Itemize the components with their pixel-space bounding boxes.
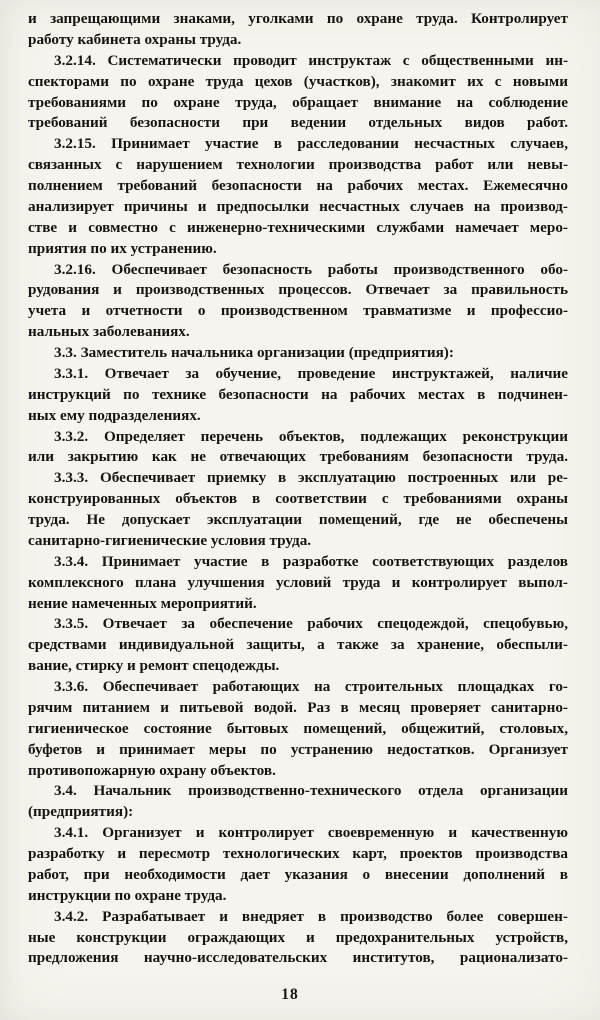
text-line: средствами индивидуальной защиты, а также за хранение, обеспыли- bbox=[28, 636, 568, 654]
text-line: 3.3.2. Определяет перечень объектов, подлежащих реконструкции bbox=[54, 427, 568, 445]
text-line: труда. Не допускает эксплуатации помещений, где не обеспечены bbox=[28, 511, 568, 528]
text-line: инструкций по технике безопасности на рабочих местах в подчинен- bbox=[28, 385, 568, 403]
text-line: нение намеченных мероприятий. bbox=[28, 594, 257, 612]
text-line: санитарно-гигиенические условия труда. bbox=[28, 531, 312, 549]
text-line: ных ему подразделениях. bbox=[28, 406, 201, 424]
text-line: 3.3.6. Обеспечивает работающих на строительных площадках го- bbox=[54, 678, 568, 695]
text-line: ные конструкции ограждающих и предохранительных устройств, bbox=[28, 928, 568, 946]
text-line: стве и совместно с инженерно-техническими службами намечает меро- bbox=[28, 218, 568, 236]
text-line: 3.2.14. Систематически проводит инструктаж с общественными ин- bbox=[54, 51, 568, 69]
text-line: требований безопасности при ведении отдельных видов работ. bbox=[28, 114, 568, 132]
text-line: гигиеническое состояние бытовых помещений, общежитий, столовых, bbox=[28, 719, 568, 737]
text-line: разработку и пересмотр технологических карт, проектов производства bbox=[28, 845, 568, 862]
text-block bbox=[28, 9, 568, 969]
text-line: учета и отчетности о производственном травматизме и профессио- bbox=[28, 302, 568, 320]
text-line: требованиями по охране труда, обращает внимание на соблюдение bbox=[28, 93, 568, 111]
text-line: и запрещающими знаками, уголками по охране труда. Контролирует bbox=[28, 10, 568, 27]
text-line: инструкции по охране труда. bbox=[28, 886, 227, 904]
text-line: 3.3.4. Принимает участие в разработке соответствующих разделов bbox=[54, 552, 568, 570]
text-line: приятия по их устранению. bbox=[28, 239, 217, 257]
text-line: рячим питанием и питьевой водой. Раз в месяц проверяет санитарно- bbox=[28, 698, 568, 716]
text-line: 3.3. Заместитель начальника организации (предприятия): bbox=[54, 344, 454, 361]
text-line: или закрытию как не отвечающих требованиям безопасности труда. bbox=[28, 448, 568, 466]
page-number: 18 bbox=[281, 986, 299, 1003]
text-line: 3.4. Начальник производственно-технического отдела организации bbox=[54, 782, 568, 800]
text-line: предложения научно-исследовательских институтов, рационализато- bbox=[28, 949, 568, 967]
text-line: нальных заболеваниях. bbox=[28, 323, 190, 341]
text-line: полнением требований безопасности на рабочих местах. Ежемесячно bbox=[28, 177, 568, 194]
text-line: работ, при необходимости дает указания о внесении дополнений в bbox=[28, 865, 568, 883]
text-line: рудования и производственных процессов. Отвечает за правильность bbox=[28, 281, 568, 299]
text-line: (предприятия): bbox=[28, 803, 134, 821]
text-line: конструированных объектов в соответствии с требованиями охраны bbox=[28, 490, 568, 508]
text-line: вание, стирку и ремонт спецодежды. bbox=[28, 657, 280, 675]
text-line: противопожарную охрану объектов. bbox=[28, 761, 276, 779]
text-line: 3.3.1. Отвечает за обучение, проведение инструктажей, наличие bbox=[54, 364, 568, 382]
text-line: 3.4.2. Разрабатывает и внедряет в производство более совершен- bbox=[54, 907, 568, 925]
text-line: 3.3.3. Обеспечивает приемку в эксплуатацию построенных или ре- bbox=[54, 469, 568, 487]
text-line: 3.4.1. Организует и контролирует своевременную и качественную bbox=[54, 824, 568, 842]
text-line: спекторами по охране труда цехов (участков), знакомит их с новыми bbox=[28, 72, 568, 90]
text-line: 3.2.15. Принимает участие в расследовании несчастных случаев, bbox=[54, 135, 568, 153]
text-line: буфетов и принимает меры по устранению недостатков. Организует bbox=[28, 740, 568, 758]
text-line: работу кабинета охраны труда. bbox=[28, 30, 242, 48]
text-line: связанных с нарушением технологии производства работ или невы- bbox=[28, 156, 568, 174]
text-line: 3.3.5. Отвечает за обеспечение рабочих спецодеждой, спецобувью, bbox=[54, 615, 568, 633]
text-line: анализирует причины и предпосылки несчастных случаев на производ- bbox=[28, 197, 568, 215]
text-line: комплексного плана улучшения условий труда и контролирует выпол- bbox=[28, 573, 568, 591]
text-line: 3.2.16. Обеспечивает безопасность работы производственного обо- bbox=[54, 260, 568, 278]
